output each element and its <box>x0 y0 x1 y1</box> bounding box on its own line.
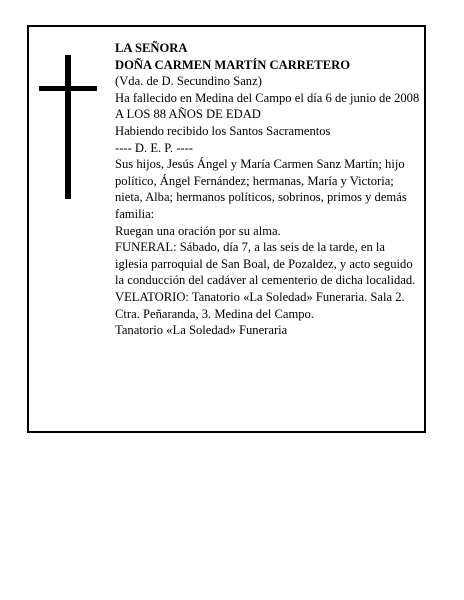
funeral-home-line: Tanatorio «La Soledad» Funeraria <box>115 323 288 338</box>
deceased-name: DOÑA CARMEN MARTÍN CARRETERO <box>115 57 350 72</box>
cross-vertical-bar <box>65 55 71 199</box>
obituary-notice <box>27 25 426 433</box>
age-line: A LOS 88 AÑOS DE EDAD <box>115 107 261 122</box>
heading-title: LA SEÑORA <box>115 41 188 55</box>
wake-paragraph: VELATORIO: Tanatorio «La Soledad» Funeraria. Sala 2. Ctra. Peñaranda, 3. Medina del Campo. <box>115 289 405 321</box>
sacraments-line: Habiendo recibido los Santos Sacramentos <box>115 123 331 138</box>
notice-text <box>115 40 421 339</box>
family-paragraph: Sus hijos, Jesús Ángel y María Carmen Sanz Martín; hijo político, Ángel Fernández; hermanas, María y Victoria; nieta, Alba; hermanos políticos, sobrinos, primos y demás familia: <box>115 157 407 221</box>
prayer-line: Ruegan una oración por su alma. <box>115 223 281 238</box>
widow-line: (Vda. de D. Secundino Sanz) <box>115 74 262 89</box>
cross-horizontal-bar <box>39 86 97 91</box>
rip-line: ---- D. E. P. ---- <box>115 140 193 155</box>
cross-icon <box>39 55 99 199</box>
funeral-paragraph: FUNERAL: Sábado, día 7, a las seis de la tarde, en la iglesia parroquial de San Boal, de Pozaldez, y acto seguido la conducción del cadáver al cementerio de dicha localidad. <box>115 240 416 288</box>
death-line: Ha fallecido en Medina del Campo el día 6 de junio de 2008 <box>115 90 420 105</box>
